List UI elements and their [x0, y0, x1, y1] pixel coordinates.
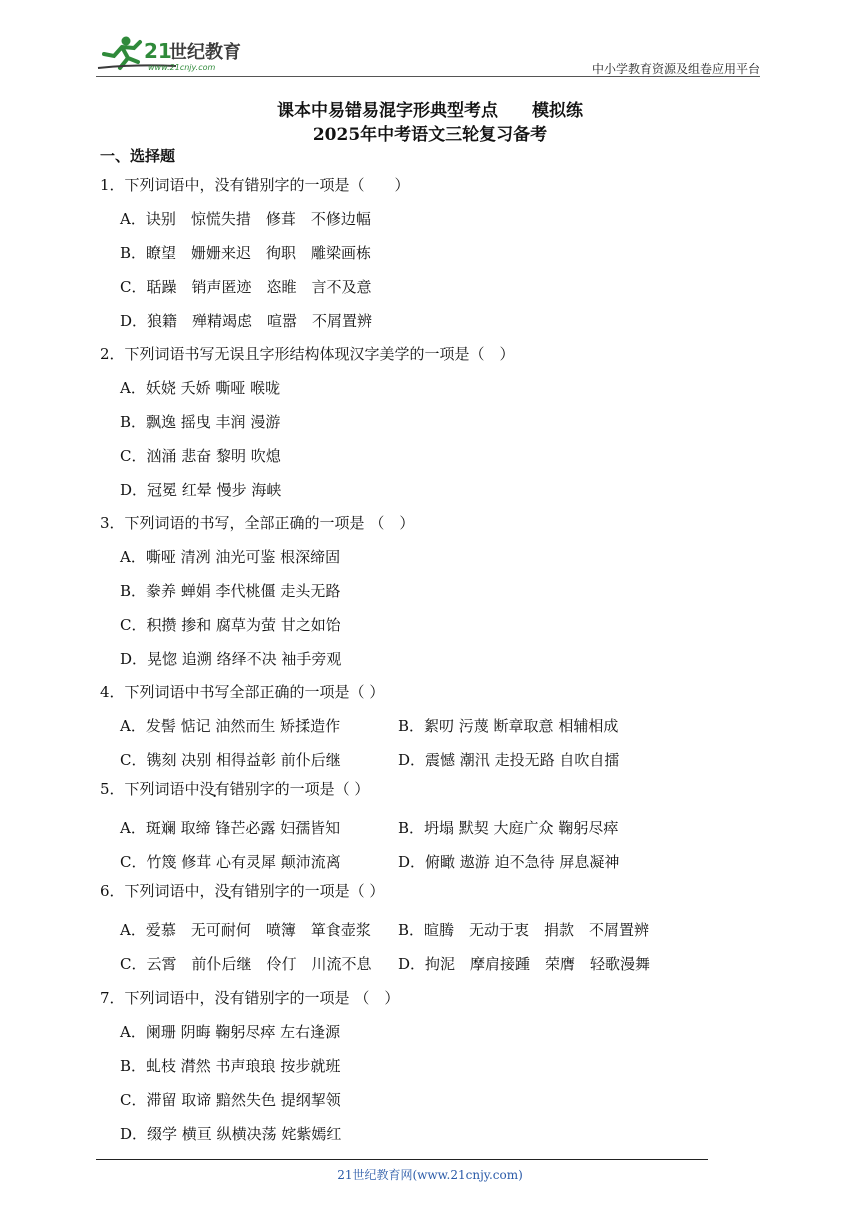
option: D．俯瞰 遨游 迫不急待 屏息凝神: [398, 853, 620, 871]
option: B．暄腾 无动于衷 捐款 不屑置辨: [398, 921, 650, 939]
option: B．飘逸 摇曳 丰润 漫游: [120, 413, 281, 431]
option: C．竹篾 修茸 心有灵犀 颠沛流离: [120, 853, 341, 871]
header-divider: [96, 76, 760, 77]
svg-text:21: 21: [144, 39, 172, 63]
question-stem: 2．下列词语书写无误且字形结构体现汉字美学的一项是（ ）: [100, 345, 515, 363]
option: B．絮叨 污蔑 断章取意 相辅相成: [398, 717, 619, 735]
option: B．瞭望 姗姗来迟 徇职 雕梁画栋: [120, 244, 372, 262]
footer-divider: [96, 1159, 708, 1160]
site-name: 中小学教育资源及组卷应用平台: [591, 62, 760, 76]
page-header: [96, 30, 760, 78]
svg-text:www.21cnjy.com: www.21cnjy.com: [148, 63, 216, 72]
stem-text: 错别字的一项是（ ）: [244, 882, 385, 900]
option: B．虬枝 潸然 书声琅琅 按步就班: [120, 1057, 341, 1075]
option: B．豢养 蝉娟 李代桃僵 走头无路: [120, 582, 341, 600]
option: A．妖娆 夭娇 嘶哑 喉咙: [120, 379, 281, 397]
site-logo: [96, 34, 266, 74]
option: A．斑斓 取缔 锋芒必露 妇孺皆知: [120, 819, 341, 837]
emphasis-text: 没有: [199, 780, 230, 798]
option: A．嘶哑 清冽 油光可鉴 根深缔固: [120, 548, 341, 566]
question-stem: 1．下列词语中，没有错别字的一项是（ ）: [100, 176, 410, 194]
stem-text: 6．下列词语中，: [100, 882, 215, 900]
stem-text: 错别字的一项是（ ）: [229, 780, 370, 798]
option: C．汹涌 悲奋 黎明 吹熄: [120, 447, 281, 465]
question-stem: 3．下列词语的书写，全部正确的一项是 （ ）: [100, 514, 415, 532]
option: D．震憾 潮汛 走投无路 自吹自擂: [398, 751, 620, 769]
option: D．冠冕 红晕 慢步 海峡: [120, 481, 282, 499]
option: A．爱慕 无可耐何 喷簿 箪食壶浆: [120, 921, 371, 939]
logo-text: 世纪教育: [169, 42, 241, 63]
option: A．发髻 惦记 油然而生 矫揉造作: [120, 717, 341, 735]
question-stem: 4．下列词语中书写全部正确的一项是（ ）: [100, 683, 385, 701]
footer-link[interactable]: 21世纪教育网(www.21cnjy.com): [337, 1168, 523, 1182]
option: D．缀学 横亘 纵横决荡 姹紫嫣红: [120, 1125, 342, 1143]
option: C．积攒 掺和 腐草为萤 甘之如饴: [120, 616, 341, 634]
option: D．狼籍 殚精竭虑 喧嚣 不屑置辨: [120, 312, 373, 330]
question-stem: 7．下列词语中，没有错别字的一项是 （ ）: [100, 989, 400, 1007]
question-stem: [100, 778, 369, 799]
page-subtitle: 2025年中考语文三轮复习备考: [312, 125, 548, 145]
stem-text: 5．下列词语中: [100, 780, 200, 798]
option: C．云霄 前仆后继 伶仃 川流不息: [120, 955, 372, 973]
option: D．拘泥 摩肩接踵 荣膺 轻歌漫舞: [398, 955, 651, 973]
option: A．阑珊 阴晦 鞠躬尽瘁 左右逢源: [120, 1023, 341, 1041]
page-title: 课本中易错易混字形典型考点 模拟练: [277, 101, 583, 121]
option: C．聒躁 销声匿迹 恣睢 言不及意: [120, 278, 372, 296]
emphasis-text: 没有: [214, 882, 245, 900]
option: C．镌刻 决别 相得益彰 前仆后继: [120, 751, 341, 769]
option: D．晃惚 追溯 络绎不决 袖手旁观: [120, 650, 342, 668]
question-stem: [100, 880, 384, 901]
section-heading: 一、选择题: [100, 147, 176, 165]
option: B．坍塌 默契 大庭广众 鞠躬尽瘁: [398, 819, 619, 837]
option: C．滞留 取谛 黯然失色 提纲挈领: [120, 1091, 341, 1109]
option: A．诀别 惊慌失措 修葺 不修边幅: [120, 210, 371, 228]
